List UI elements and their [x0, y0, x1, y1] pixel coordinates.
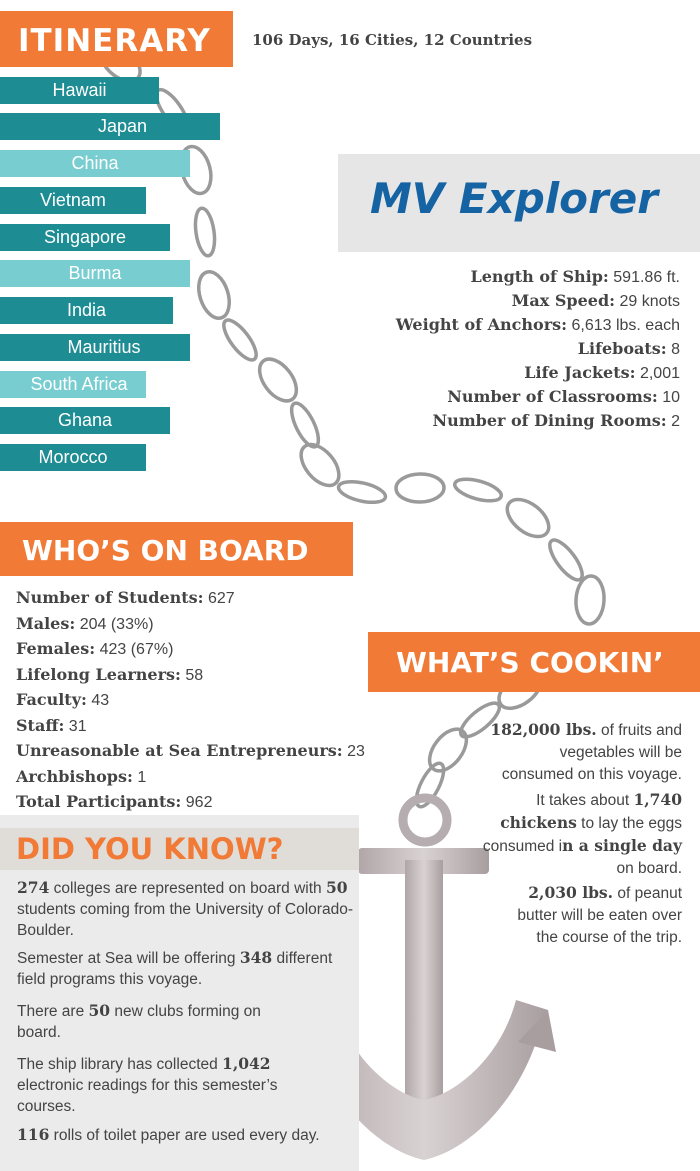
stop-south-africa: South Africa — [0, 371, 146, 398]
chain-link — [218, 315, 261, 364]
did-you-know-header: DID YOU KNOW? — [16, 832, 284, 866]
ship-stat: Max Speed: 29 knots — [511, 291, 680, 310]
fact-colleges: 274 colleges are represented on board with 50 students coming from the University of Colorado-Boulder. — [17, 878, 353, 939]
ship-stat: Life Jackets: 2,001 — [524, 363, 680, 382]
chain-link — [286, 399, 323, 450]
onboard-row: Staff: 31 — [16, 715, 87, 735]
itinerary-subtitle: 106 Days, 16 Cities, 12 Countries — [252, 31, 533, 49]
stop-ghana: Ghana — [0, 407, 170, 434]
chain-link — [193, 207, 218, 257]
itinerary-header: ITINERARY — [0, 11, 233, 67]
chain-link — [575, 575, 606, 625]
stop-india: India — [0, 297, 173, 324]
ship-stat: Length of Ship: 591.86 ft. — [470, 267, 680, 286]
stop-morocco: Morocco — [0, 444, 146, 471]
chain-link — [193, 268, 234, 322]
fact-clubs: There are 50 new clubs forming on board. — [17, 1001, 261, 1041]
onboard-list — [16, 586, 365, 816]
chain-link — [501, 492, 556, 544]
onboard-row: Number of Students: 627 — [16, 588, 235, 607]
cooking-header: WHAT’S COOKIN’ — [368, 632, 700, 692]
ship-stat: Number of Classrooms: 10 — [447, 387, 680, 406]
cooking-fact-eggs: It takes about 1,740 chickens to lay the eggs consumed in a single day on board. — [482, 790, 682, 877]
chain-link — [544, 535, 587, 584]
ship-stat: Number of Dining Rooms: 2 — [432, 411, 680, 430]
onboard-row: Males: 204 (33%) — [16, 613, 154, 633]
ship-name: MV Explorer — [370, 174, 658, 223]
stop-hawaii: Hawaii — [0, 77, 159, 104]
ship-stat: Weight of Anchors: 6,613 lbs. each — [395, 315, 680, 334]
onboard-row: Unreasonable at Sea Entrepreneurs: 23 — [16, 741, 365, 760]
chain-link — [452, 475, 503, 505]
onboard-row: Archbishops: 1 — [16, 766, 147, 786]
onboard-row: Faculty: 43 — [16, 690, 110, 709]
stop-singapore: Singapore — [0, 224, 170, 251]
ship-stat: Lifeboats: 8 — [577, 339, 680, 358]
stop-vietnam: Vietnam — [0, 187, 146, 214]
fact-library: The ship library has collected 1,042 electronic readings for this semester’s courses. — [17, 1054, 278, 1115]
cooking-fact-peanut-butter: 2,030 lbs. of peanut butter will be eaten over the course of the trip. — [517, 883, 682, 946]
onboard-row: Total Participants: 962 — [16, 792, 213, 811]
stop-mauritius: Mauritius — [0, 334, 190, 361]
onboard-row: Females: 423 (67%) — [16, 639, 174, 658]
ship-stats — [396, 265, 680, 433]
onboard-row: Lifelong Learners: 58 — [16, 664, 204, 684]
stop-china: China — [0, 150, 190, 177]
stop-japan: Japan — [0, 113, 220, 140]
stop-burma: Burma — [0, 260, 190, 287]
chain-link — [252, 352, 303, 407]
chain-link — [396, 474, 444, 503]
onboard-header: WHO’S ON BOARD — [0, 522, 353, 576]
chain-link — [337, 478, 388, 506]
cooking-fact-fruits: 182,000 lbs. of fruits and vegetables will be consumed on this voyage. — [490, 720, 682, 783]
fact-toilet-paper: 116 rolls of toilet paper are used every day. — [17, 1125, 320, 1144]
fact-field-programs: Semester at Sea will be offering 348 different field programs this voyage. — [17, 948, 333, 988]
